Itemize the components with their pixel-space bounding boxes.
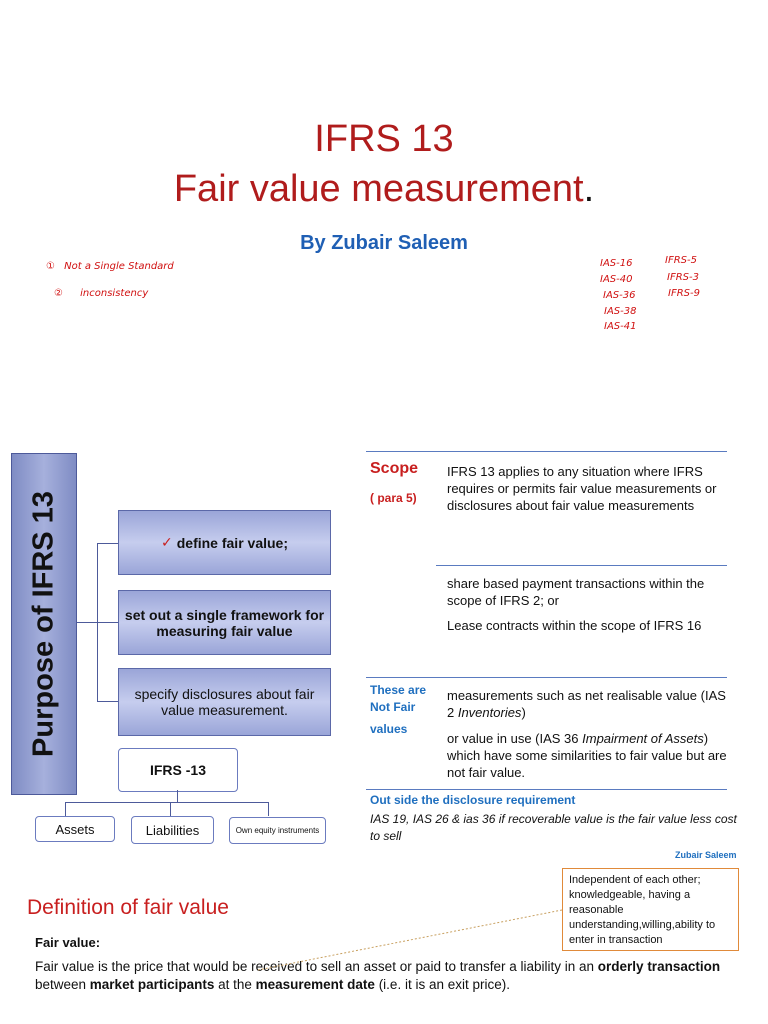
scope-text-1: IFRS 13 applies to any situation where IFRS requires or permits fair value measurements or disclosures about fair value measurements bbox=[447, 464, 717, 513]
check-icon: ✓ bbox=[161, 534, 173, 550]
hw-ias-40: IAS-40 bbox=[600, 274, 633, 285]
equity-box: Own equity instruments bbox=[229, 817, 326, 844]
hw-ifrs-3: IFRS-3 bbox=[667, 272, 699, 283]
text-bold: orderly transaction bbox=[597, 959, 721, 974]
outside-disclosure-heading: Out side the disclosure requirement bbox=[370, 793, 576, 807]
scope-heading: Scope bbox=[370, 460, 419, 477]
hw-ias-16: IAS-16 bbox=[600, 258, 633, 269]
text-bold: measurement date bbox=[255, 977, 375, 992]
scope-para: ( para 5) bbox=[370, 491, 417, 505]
ifrs-13-box: IFRS -13 bbox=[118, 748, 238, 792]
text-part: (i.e. it is an exit price). bbox=[374, 977, 510, 992]
purpose-vertical-title: Purpose of IFRS 13 bbox=[27, 491, 60, 757]
hw-ifrs-9: IFRS-9 bbox=[668, 288, 700, 299]
purpose-item-framework: set out a single framework for measuring fair value bbox=[118, 590, 331, 655]
text-part: at the bbox=[214, 977, 256, 992]
purpose-item-text: define fair value; bbox=[176, 534, 288, 551]
not-fair-label-line: These are bbox=[370, 683, 427, 697]
hw-ias-41: IAS-41 bbox=[604, 321, 637, 332]
note-marker: ② bbox=[54, 288, 63, 299]
note-marker: ① bbox=[46, 261, 55, 272]
scope-text-2: share based payment transactions within the scope of IFRS 2; or bbox=[447, 576, 705, 608]
note-text: inconsistency bbox=[80, 288, 149, 299]
text-part: between bbox=[35, 977, 90, 992]
hw-ifrs-5: IFRS-5 bbox=[665, 255, 697, 266]
text-part: measurements such as net realisable value (IAS 2 bbox=[447, 688, 726, 720]
liabilities-box: Liabilities bbox=[131, 816, 214, 844]
author-credit: Zubair Saleem bbox=[675, 850, 737, 860]
text-part: ) bbox=[521, 705, 526, 720]
fair-value-label: Fair value: bbox=[35, 935, 101, 950]
page-title-line1: IFRS 13 bbox=[314, 118, 454, 160]
text-part: ) which have some similarities to fair value but are not fair value. bbox=[447, 731, 727, 780]
text-part: or value in use (IAS 36 bbox=[447, 731, 583, 746]
text-part: Fair value is the price that would be received to sell an asset or paid to transfer a liability in an bbox=[35, 959, 598, 974]
annotation-note: Independent of each other; knowledgeable, having a reasonable understanding,willing,ability to enter in transaction bbox=[562, 868, 739, 951]
text-italic: Inventories bbox=[457, 705, 522, 720]
author-byline: By Zubair Saleem bbox=[300, 232, 468, 254]
text-italic: Impairment of Assets bbox=[582, 731, 704, 746]
title-text: Fair value measurement bbox=[173, 168, 584, 210]
definition-heading: Definition of fair value bbox=[27, 896, 229, 919]
text-bold: market participants bbox=[89, 977, 215, 992]
purpose-item-disclosures: specify disclosures about fair value measurement. bbox=[118, 668, 331, 736]
not-fair-label-line: Not Fair bbox=[370, 700, 416, 714]
scope-text-3: Lease contracts within the scope of IFRS 16 bbox=[447, 618, 702, 633]
hw-ias-36: IAS-36 bbox=[603, 290, 636, 301]
not-fair-label-line: values bbox=[370, 722, 408, 736]
asset-box: Assets bbox=[35, 816, 115, 842]
hw-ias-38: IAS-38 bbox=[604, 306, 637, 317]
outside-disclosure-text: IAS 19, IAS 26 & ias 36 if recoverable value is the fair value less cost to sell bbox=[370, 812, 737, 843]
title-period: . bbox=[583, 168, 595, 210]
note-text: Not a Single Standard bbox=[64, 261, 174, 272]
